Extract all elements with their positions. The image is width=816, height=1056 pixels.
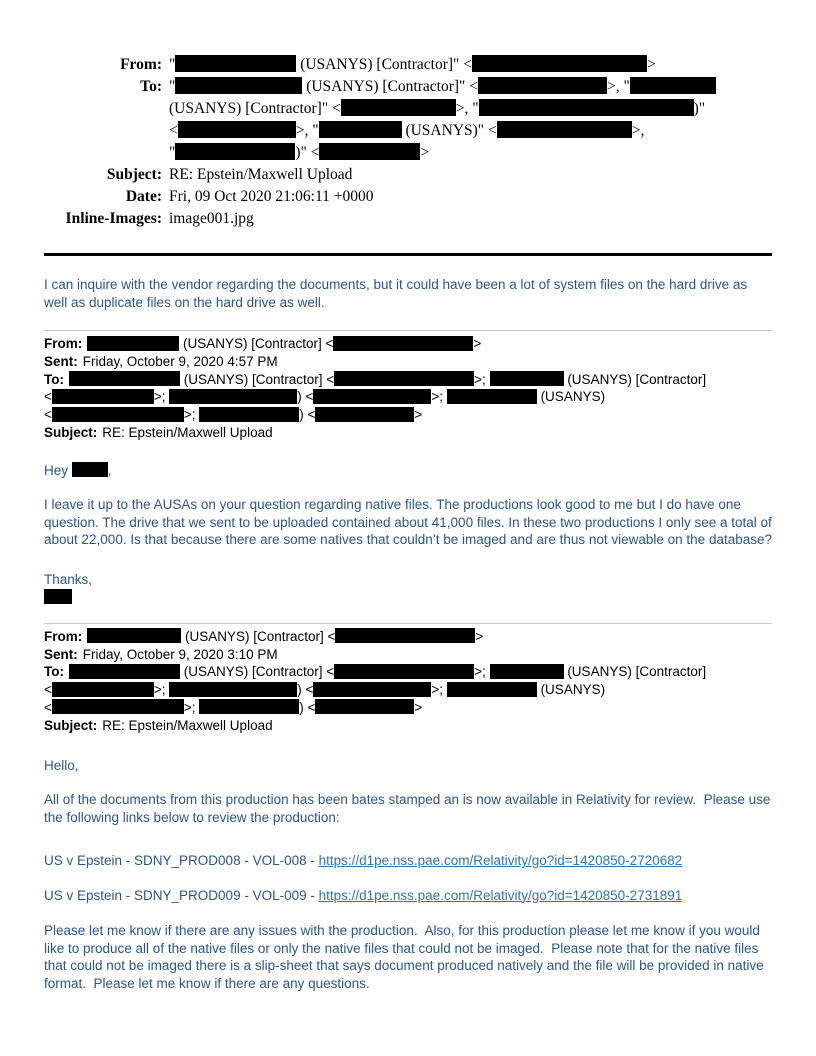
quoted-subject-row bbox=[44, 424, 772, 442]
redaction-bar bbox=[169, 389, 297, 404]
redaction-bar bbox=[87, 628, 181, 643]
redaction-bar bbox=[341, 99, 456, 116]
redaction-bar bbox=[313, 389, 431, 404]
redaction-bar bbox=[169, 682, 297, 697]
date-label: Date: bbox=[125, 188, 162, 205]
redaction-bar bbox=[175, 55, 296, 72]
from-value: " (USANYS) [Contractor]" < > bbox=[169, 56, 656, 73]
sent-label: Sent: bbox=[44, 646, 78, 662]
inline-images-value: image001.jpg bbox=[169, 210, 254, 227]
redaction-bar bbox=[630, 77, 716, 94]
redaction-bar bbox=[315, 699, 414, 714]
redaction-bar bbox=[52, 682, 154, 697]
relativity-link[interactable]: https://d1pe.nss.pae.com/Relativity/go?id=1420850-2731891 bbox=[318, 887, 683, 903]
header-row-to bbox=[44, 76, 772, 164]
from-value: (USANYS) [Contractor] < > bbox=[87, 629, 483, 644]
from-value: (USANYS) [Contractor] < > bbox=[87, 336, 481, 351]
redaction-bar bbox=[69, 664, 180, 679]
signoff: Thanks, bbox=[44, 571, 772, 606]
redaction-bar bbox=[490, 371, 564, 386]
sent-value: Friday, October 9, 2020 3:10 PM bbox=[82, 646, 278, 662]
production-link-line: US v Epstein - SDNY_PROD008 - VOL-008 - https://d1pe.nss.pae.com/Relativity/go?id=1420850-2720682 bbox=[44, 853, 683, 869]
redaction-bar bbox=[472, 55, 647, 72]
redaction-bar bbox=[313, 682, 431, 697]
subject-value: RE: Epstein/Maxwell Upload bbox=[102, 424, 273, 440]
to-label: To: bbox=[140, 78, 162, 95]
reply-paragraph: I can inquire with the vendor regarding the documents, but it could have been a lot of system files on the hard drive as well as duplicate files on the hard drive as well. bbox=[44, 277, 751, 310]
header-divider-rule bbox=[44, 253, 772, 256]
greeting: Hey , bbox=[44, 462, 112, 478]
header-row-from bbox=[44, 54, 772, 76]
production-link-line: US v Epstein - SDNY_PROD009 - VOL-009 - https://d1pe.nss.pae.com/Relativity/go?id=1420850-2731891 bbox=[44, 887, 683, 903]
redaction-bar bbox=[52, 389, 154, 404]
paragraph: Please let me know if there are any issues with the production. Also, for this production please let me know if you would like to produce all of the native files or only the native files that could not be imaged. Please note that for the native files that could not be imaged there is a slip-sheet that says document produced natively and the file will be provided in native format. Please let me know if there are any questions. bbox=[44, 923, 768, 991]
email-header bbox=[44, 54, 772, 230]
redaction-bar bbox=[199, 699, 299, 714]
message-separator bbox=[44, 330, 772, 331]
redaction-bar bbox=[334, 664, 474, 679]
subject-label: Subject: bbox=[106, 166, 162, 183]
redaction-bar bbox=[497, 121, 632, 138]
quoted-subject-row bbox=[44, 717, 772, 735]
redaction-bar bbox=[175, 77, 302, 94]
redaction-bar bbox=[478, 77, 607, 94]
redaction-bar bbox=[175, 143, 295, 160]
subject-label: Subject: bbox=[44, 717, 98, 733]
to-label: To: bbox=[44, 664, 64, 680]
quoted-to-row bbox=[44, 371, 772, 424]
header-row-date bbox=[44, 186, 772, 208]
redaction-bar bbox=[447, 389, 537, 404]
header-row-subject bbox=[44, 164, 772, 186]
subject-label: Subject: bbox=[44, 424, 98, 440]
quoted-from-row bbox=[44, 335, 772, 353]
redaction-bar bbox=[335, 628, 475, 643]
from-label: From: bbox=[44, 336, 83, 351]
from-label: From: bbox=[44, 628, 83, 644]
quoted-header-3 bbox=[44, 628, 772, 735]
greeting: Hello, bbox=[44, 757, 79, 773]
redaction-bar bbox=[490, 664, 564, 679]
to-value: (USANYS) [Contractor] < >; (USANYS) [Contractor] < >; ) < >; (USANYS) < >; ) < > bbox=[44, 664, 707, 715]
redaction-bar bbox=[319, 143, 420, 160]
redaction-bar bbox=[447, 682, 537, 697]
paragraph: All of the documents from this production has been bates stamped an is now available in Relativity for review. Please use the following links below to review the production: bbox=[44, 792, 775, 825]
redaction-bar bbox=[319, 121, 402, 138]
quoted-header-2 bbox=[44, 335, 772, 442]
redaction-bar bbox=[333, 336, 473, 351]
subject-value: RE: Epstein/Maxwell Upload bbox=[102, 717, 273, 733]
redaction-bar bbox=[69, 371, 180, 386]
paragraph: I leave it up to the AUSAs on your question regarding native files. The productions look good to me but I do have one question. The drive that we sent to be uploaded contained about 41,000 files. In these two productions I only see a total of about 22,000. Is that because there are some natives that couldn’t be imaged and are thus not viewable on the database? bbox=[44, 497, 776, 548]
quoted-sent-row bbox=[44, 353, 772, 371]
inline-images-label: Inline-Images: bbox=[65, 210, 162, 227]
redaction-bar bbox=[52, 407, 184, 422]
redaction-bar bbox=[178, 121, 296, 138]
header-row-inline-images bbox=[44, 208, 772, 230]
redaction-bar bbox=[479, 99, 694, 116]
date-value: Fri, 09 Oct 2020 21:06:11 +0000 bbox=[169, 188, 374, 205]
sent-label: Sent: bbox=[44, 353, 78, 369]
to-label: To: bbox=[44, 371, 64, 387]
redaction-bar bbox=[52, 699, 184, 714]
redaction-bar bbox=[315, 407, 414, 422]
to-value: (USANYS) [Contractor] < >; (USANYS) [Contractor] < >; ) < >; (USANYS) < >; ) < > bbox=[44, 371, 707, 423]
to-value: " (USANYS) [Contractor]" < >, " (USANYS) [Contractor]" < >, " )" < >, " (USANYS)" < >, " )" < > bbox=[169, 76, 772, 164]
quoted-sent-row bbox=[44, 646, 772, 664]
quoted-to-row bbox=[44, 663, 772, 716]
redaction-bar bbox=[44, 589, 72, 604]
redaction-bar bbox=[87, 336, 179, 351]
from-label: From: bbox=[120, 56, 162, 73]
sent-value: Friday, October 9, 2020 4:57 PM bbox=[82, 353, 278, 369]
redaction-bar bbox=[334, 371, 474, 386]
relativity-link[interactable]: https://d1pe.nss.pae.com/Relativity/go?id=1420850-2720682 bbox=[318, 853, 683, 869]
redaction-bar bbox=[199, 407, 299, 422]
message-separator bbox=[44, 623, 772, 624]
redaction-bar bbox=[72, 462, 108, 477]
quoted-from-row bbox=[44, 628, 772, 646]
subject-value: RE: Epstein/Maxwell Upload bbox=[169, 166, 353, 183]
